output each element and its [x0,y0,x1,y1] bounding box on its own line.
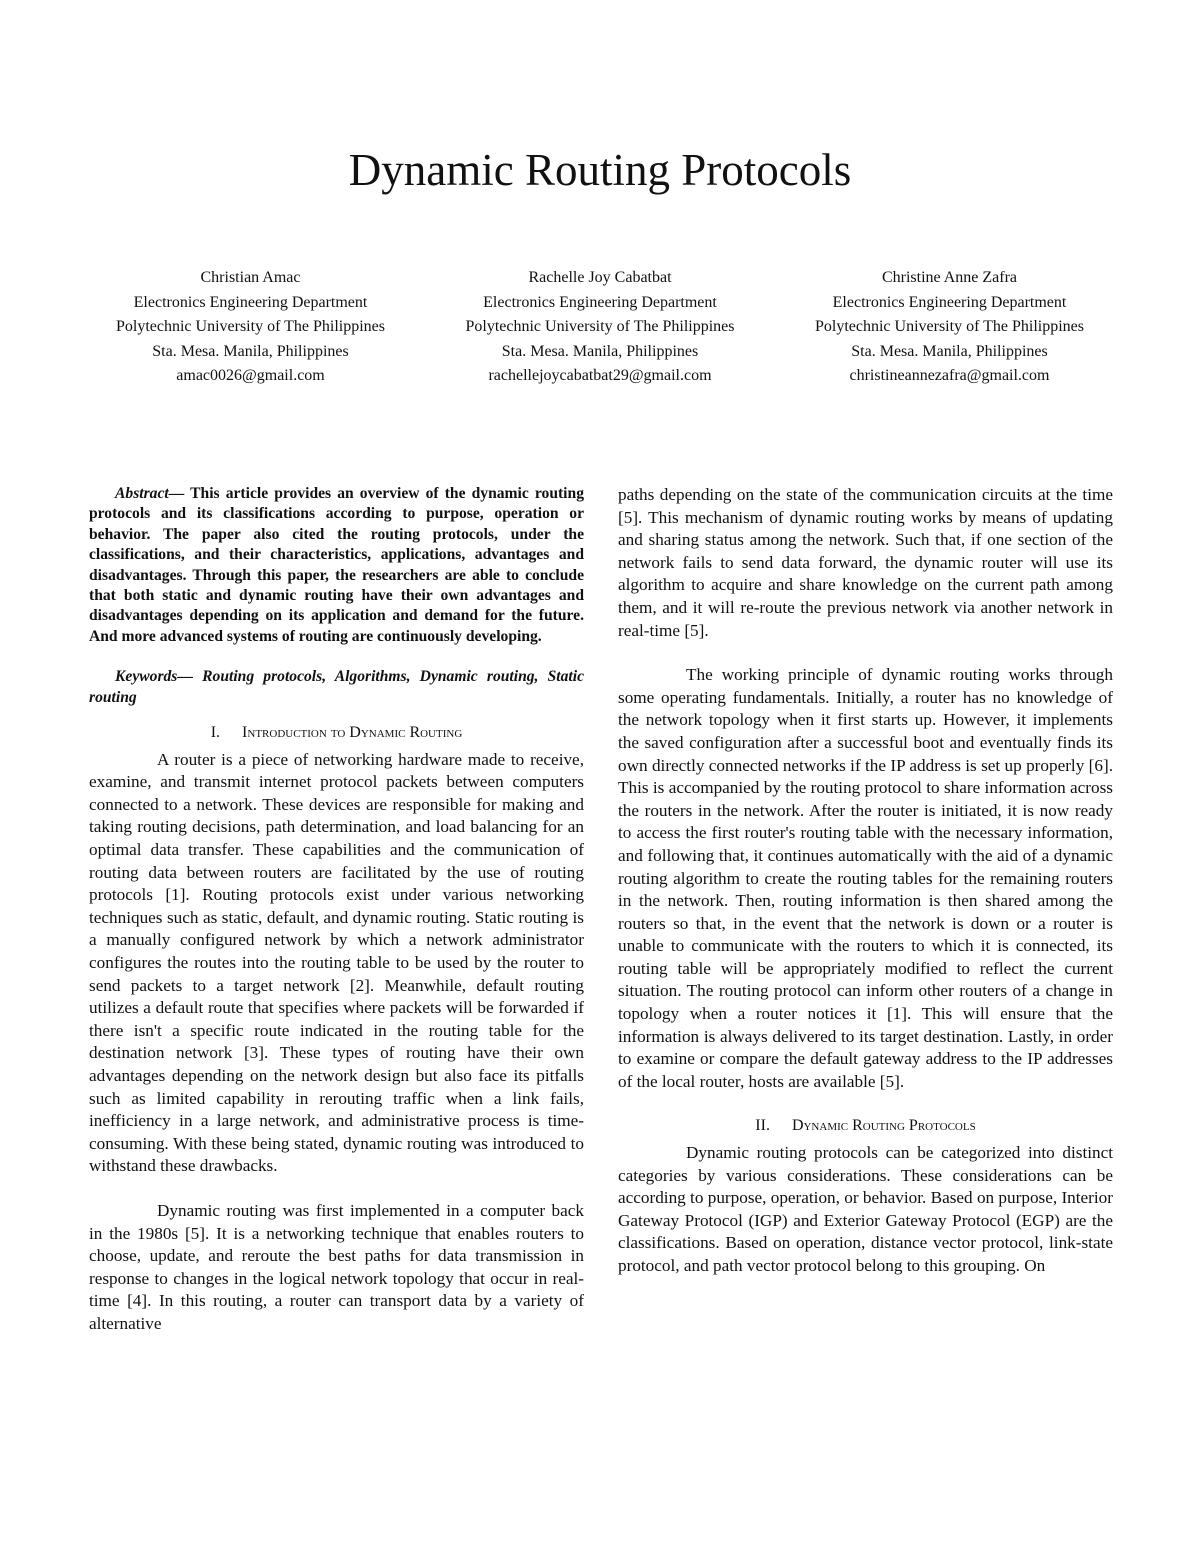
keywords-label: Keywords— [115,668,193,686]
section-heading-1 [89,722,584,745]
author-email: rachellejoycabatbat29@gmail.com [488,367,712,384]
author-department: Electronics Engineering Department [483,293,717,311]
author-3 [775,266,1124,389]
author-name: Christian Amac [200,269,301,286]
body-paragraph: Dynamic routing was first implemented in a computer back in the 1980s [5]. It is a networking technique that enables routers to choose, update, and reroute the best paths for data transmission in response to changes in the logical network topology that occur in real-time [4]. In this routing, a router can transport data by a variety of alternative [89,1200,584,1333]
author-university: Polytechnic University of The Philippines [115,318,385,335]
author-location: Sta. Mesa. Manila, Philippines [152,342,349,360]
section-title: Introduction to Dynamic Routing [242,724,463,742]
left-column [89,484,584,1336]
abstract-text: This article provides an overview of the dynamic routing protocols and its classifications according to purpose, operation or behavior. The paper also cited the routing protocols, under the classifications, and their characteristics, applications, advantages and disadvantages. Through this paper, the researchers are able to conclude that both static and dynamic routing have their own advantages and disadvantages depending on its application and demand for the future. And more advanced systems of routing are continuously developing. [89,485,584,645]
keywords-text: Routing protocols, Algorithms, Dynamic routing, Static routing [89,668,584,706]
author-email: christineannezafra@gmail.com [849,367,1050,384]
paper-title: Dynamic Routing Protocols [348,145,852,195]
author-department: Electronics Engineering Department [832,293,1067,311]
author-university: Polytechnic University of The Philippines [814,318,1084,335]
author-department: Electronics Engineering Department [133,293,368,311]
author-name: Christine Anne Zafra [881,269,1018,286]
section-number: II. [755,1117,770,1135]
section-heading-2 [618,1115,1113,1138]
author-email: amac0026@gmail.com [176,367,325,384]
author-1 [76,266,425,389]
author-block [76,266,1124,389]
section-title: Dynamic Routing Protocols [791,1117,976,1135]
section-number: I. [210,724,221,742]
keywords [89,667,584,708]
abstract-label: Abstract— [115,485,185,502]
author-2 [426,266,775,389]
body-paragraph: The working principle of dynamic routing works through some operating fundamentals. Initially, a router has no knowledge of the network topology when it first starts up. However, it implements the saved configuration after a successful boot and eventually finds its own directly connected networks if the IP address is set up properly [6]. This is accompanied by the routing protocol to share information across the routers in the network. After the router is initiated, it is now ready to access the first router's routing table with the necessary information, and following that, it continues automatically with the aid of a dynamic routing algorithm to create the routing tables for the remaining routers in the network. Then, routing information is then shared among the routers so that, in the event that the network is down or a router is unable to communicate with the routers to which it is connected, its routing table will be appropriately modified to reflect the current situation. The routing protocol can inform other routers of a change in topology when a router notices it [1]. This will ensure that the information is always delivered to its target destination. Lastly, in order to examine or compare the default gateway address to the IP addresses of the local router, hosts are available [5]. [618,665,1113,1091]
author-location: Sta. Mesa. Manila, Philippines [851,342,1048,360]
body-paragraph: Dynamic routing protocols can be categorized into distinct categories by various considerations. These considerations can be according to purpose, operation, or behavior. Based on purpose, Interior Gateway Protocol (IGP) and Exterior Gateway Protocol (EGP) are the classifications. Based on operation, distance vector protocol, link-state protocol, and path vector protocol belong to this grouping. On [618,1143,1113,1275]
body-paragraph: A router is a piece of networking hardware made to receive, examine, and transmit internet protocol packets between computers connected to a network. These devices are responsible for making and taking routing decisions, path determination, and load balancing for an optimal data transfer. These capabilities and the communication of routing data between routers are facilitated by the use of routing protocols [1]. Routing protocols exist under various networking techniques such as static, default, and dynamic routing. Static routing is a manually configured network by which a network administrator configures the routes into the routing table to be used by the router to send packets to a target network [2]. Meanwhile, default routing utilizes a default route that specifies where packets will be forwarded if there isn't a specific route indicated in the routing table for the destination network [3]. These types of routing have their own advantages depending on the network design but also face its pitfalls such as limited capability in rerouting traffic when a link fails, inefficiency in a large network, and administrative process is time-consuming. With these being stated, dynamic routing was introduced to withstand these drawbacks. [89,749,584,1176]
right-column [618,484,1113,1278]
author-name: Rachelle Joy Cabatbat [528,269,672,286]
abstract [89,484,584,647]
author-university: Polytechnic University of The Philippines [465,318,735,335]
body-paragraph: paths depending on the state of the communication circuits at the time [5]. This mechanism of dynamic routing works by means of updating and sharing status among the network. Such that, if one section of the network fails to send data forward, the dynamic router will use its algorithm to acquire and share knowledge on the current path among them, and it will re-route the previous network via another network in real-time [5]. [618,485,1113,640]
author-location: Sta. Mesa. Manila, Philippines [501,342,699,360]
